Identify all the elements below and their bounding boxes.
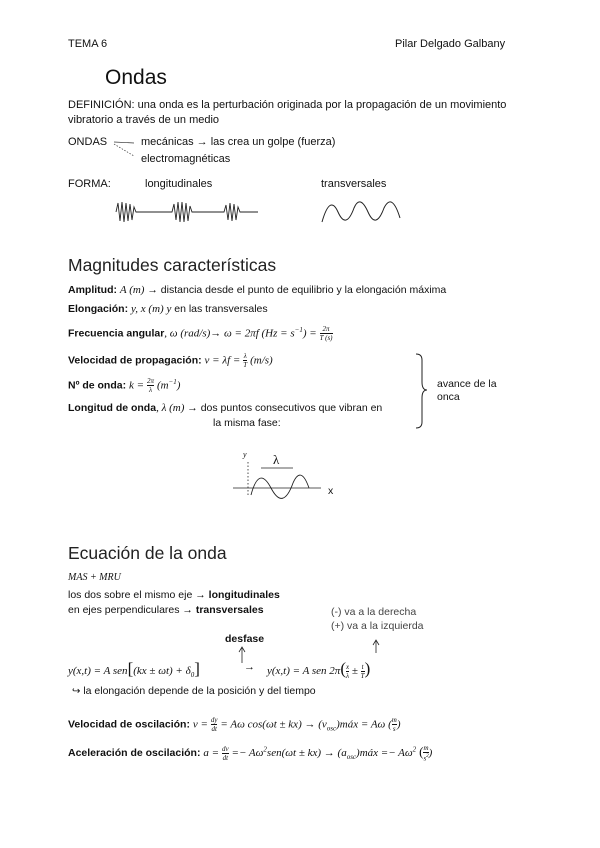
- velocidad-den: T: [243, 361, 248, 369]
- acc-close: ): [428, 747, 433, 759]
- velocidad-oscilacion-row: [68, 716, 400, 733]
- acc-exp: 2: [263, 745, 267, 754]
- amplitud-math: A (m): [119, 284, 145, 296]
- velocidad-unit: (m/s): [250, 354, 273, 367]
- direction-arrow: [371, 638, 381, 658]
- graph-lambda-label: λ: [273, 452, 280, 467]
- wavelength-graph: [233, 455, 333, 505]
- velocidad-row: [68, 352, 273, 369]
- amplitud-label: Amplitud:: [68, 284, 117, 296]
- vel-label: Velocidad de oscilación:: [68, 718, 190, 731]
- acc-rhs3: )máx =− Aω: [356, 747, 413, 759]
- frecuencia-label: Frecuencia angular: [68, 327, 165, 340]
- acc-exp2: 2: [412, 745, 417, 754]
- acc-lhs: a =: [203, 747, 220, 759]
- elongacion-text: en las transversales: [174, 303, 268, 315]
- nonda-den: λ: [148, 386, 153, 394]
- acc-sub: osc: [346, 753, 357, 762]
- hook-arrow-icon: ↪: [72, 686, 81, 697]
- eq2-T: T: [360, 671, 365, 680]
- header-left: TEMA 6: [68, 38, 108, 50]
- ondas-label: ONDAS: [68, 136, 108, 148]
- vel-lhs: v =: [192, 718, 208, 731]
- ondas-mecanicas: mecánicas → las crea un golpe (fuerza): [141, 136, 336, 148]
- acc-unit-num: m: [423, 744, 429, 753]
- frecuencia-exp: −1: [294, 325, 303, 334]
- header-right: Pilar Delgado Galbany: [395, 38, 506, 50]
- forma-longitudinal: longitudinales: [145, 178, 213, 190]
- ecuacion-line1-text: los dos sobre el mismo eje →: [68, 589, 206, 601]
- velocidad-label: Velocidad de propagación:: [68, 354, 202, 367]
- definition-line2: vibratorio a través de un medio: [68, 114, 220, 126]
- nonda-label: Nº de onda:: [68, 379, 127, 392]
- definition-line1: DEFINICIÓN: una onda es la perturbación originada por la propagación de un movimiento: [68, 99, 507, 111]
- acc-num: dv: [222, 744, 229, 753]
- frecuencia-num: 2π: [320, 325, 333, 334]
- frecuencia-math: , ω (rad/s)→ ω = 2πf (Hz = s: [164, 327, 295, 340]
- nonda-math: k =: [129, 379, 145, 392]
- longitud-math: , λ (m): [156, 402, 185, 414]
- forma-transversal: transversales: [321, 178, 387, 190]
- equation-2: y(x,t) = A sen 2π( $\frac{x}{\lambda}$ ± $\frac{t}{T}$ ): [267, 659, 371, 680]
- nonda-num: 2π: [147, 377, 155, 385]
- vel-unit-den: s: [392, 725, 396, 733]
- vel-den: dt: [211, 725, 217, 733]
- transversal-wave-diagram: [320, 198, 410, 228]
- elongacion-note-text: la elongación depende de la posición y del tiempo: [83, 685, 316, 697]
- vel-rhs: = Aω cos(ωt ± kx) → (v: [220, 718, 327, 731]
- vel-rhs2: )máx = Aω (: [336, 718, 392, 731]
- ondas-electromagneticas: electromagnéticas: [141, 153, 231, 165]
- elongacion-row: [68, 303, 268, 315]
- eq2-t: t: [361, 662, 364, 671]
- frecuencia-row: [68, 325, 333, 342]
- acc-unit-exp: 2: [426, 754, 429, 760]
- eq2-x: x: [346, 662, 350, 671]
- vel-sub: osc: [326, 724, 337, 733]
- page-title: Ondas: [105, 66, 167, 89]
- brace-note-line1: avance de la: [437, 378, 497, 390]
- desfase-label: desfase: [225, 633, 265, 645]
- acc-rhs2: sen(ωt ± kx) → (a: [266, 747, 347, 759]
- elongacion-label: Elongación:: [68, 303, 129, 315]
- vel-close: ): [396, 718, 401, 731]
- eq2-pm: ±: [351, 665, 358, 677]
- graph-y-label: y: [243, 450, 247, 459]
- eq1-body: (kx ± ωt) + δ: [133, 665, 191, 677]
- longitudinal-wave-diagram: [112, 198, 262, 228]
- longitud-text: → dos puntos consecutivos que vibran en: [187, 402, 383, 414]
- ecuacion-line2-bold: transversales: [195, 604, 264, 616]
- equation-arrow: →: [244, 661, 255, 673]
- velocidad-math: v = λf =: [204, 354, 241, 367]
- acc-den: dt: [222, 753, 229, 762]
- aceleracion-oscilacion-row: Aceleración de oscilación: a = $\frac{dv}{dt}$ =− $A\omega^2sen(\omega t \pm kx)$ → $(a_{osc})máx =- A\omega^2$ ( $\frac{m}{s^2}$ ): [68, 744, 433, 763]
- acc-rhs: =− Aω: [231, 747, 264, 759]
- forma-label: FORMA:: [68, 178, 111, 190]
- ecuacion-line1: [68, 589, 280, 601]
- frecuencia-math2: ) =: [302, 327, 317, 340]
- equation-1: y(x,t) = A $sen[(kx \pm \omega t) + \delta_0]$: [68, 659, 200, 680]
- note-minus: (-) va a la derecha: [331, 606, 417, 618]
- right-brace: [412, 352, 432, 432]
- longitud-label: Longitud de onda: [68, 402, 157, 414]
- nonda-unit: (m: [156, 379, 169, 392]
- amplitud-row: [68, 284, 446, 296]
- note-plus: (+) va a la izquierda: [331, 620, 424, 632]
- elongacion-math: y, x (m) y: [131, 303, 172, 315]
- acc-label: Aceleración de oscilación:: [68, 747, 201, 759]
- ondas-branch-lines: [112, 140, 142, 170]
- amplitud-text: → distancia desde el punto de equilibrio y la elongación máxima: [147, 284, 447, 296]
- section-magnitudes-title: Magnitudes características: [68, 255, 277, 275]
- nonda-unit2: ): [176, 379, 181, 392]
- acc-unit-den: s: [423, 754, 427, 763]
- eq2-lhs: y(x,t) = A sen 2π: [267, 665, 341, 677]
- mas-mru: MAS + MRU: [68, 572, 121, 583]
- eq1-lhs: y(x,t) = A sen: [68, 665, 128, 677]
- ecuacion-line2: [68, 604, 264, 616]
- vel-num: dy: [210, 716, 218, 724]
- brace-note-line2: onca: [437, 391, 460, 403]
- elongacion-note: [72, 685, 316, 697]
- vel-unit-num: m: [391, 716, 397, 724]
- nonda-exp: −1: [168, 377, 177, 386]
- eq1-sub: 0: [190, 671, 195, 680]
- ecuacion-line2-text: en ejes perpendiculares →: [68, 604, 193, 616]
- longitud-row: [68, 402, 382, 414]
- graph-x-label: x: [328, 485, 334, 497]
- eq2-lambda: λ: [346, 671, 350, 680]
- section-ecuacion-title: Ecuación de la onda: [68, 543, 227, 563]
- longitud-text2: la misma fase:: [213, 417, 281, 429]
- nonda-row: [68, 377, 180, 394]
- ecuacion-line1-bold: longitudinales: [208, 589, 280, 601]
- frecuencia-den: T (s): [319, 334, 333, 342]
- velocidad-num: λ: [243, 352, 247, 360]
